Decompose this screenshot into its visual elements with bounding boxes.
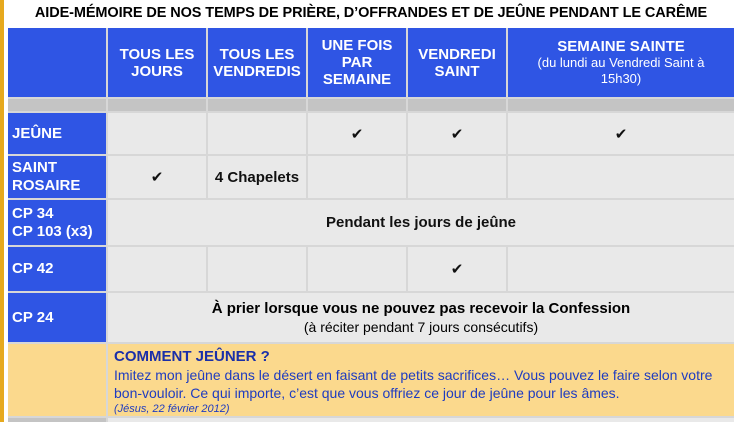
column-sublabel: (du lundi au Vendredi Saint à 15h30) — [537, 55, 705, 86]
bottom-band-cell — [108, 418, 734, 422]
band-cell — [208, 99, 306, 111]
prayer-schedule-table — [8, 28, 734, 422]
cell-cp42-vendredi-saint — [408, 247, 506, 291]
cell-cp42-tous-les-jours — [108, 247, 206, 291]
note-citation: (Jésus, 22 février 2012) — [114, 403, 230, 415]
checkmark-icon: ✔ — [150, 168, 164, 186]
cell-jeune-vendredi-saint — [408, 113, 506, 154]
column-label: VENDREDI SAINT — [418, 45, 496, 80]
band-cell — [508, 99, 734, 111]
note-left-cell — [8, 344, 106, 416]
cp34-span-text: Pendant les jours de jeûne — [325, 214, 517, 231]
column-label: UNE FOIS PAR SEMAINE — [321, 37, 393, 88]
band-cell — [8, 99, 106, 111]
cell-jeune-tous-les-vendredis — [208, 113, 306, 154]
row-header-cp24: CP 24 — [8, 293, 106, 342]
checkmark-icon: ✔ — [350, 124, 364, 143]
checkmark-icon: ✔ — [614, 124, 628, 143]
cell-rosaire-tous-les-jours — [108, 156, 206, 198]
column-header-semaine-sainte — [508, 28, 734, 97]
cell-rosaire-tous-les-vendredis — [208, 156, 306, 198]
band-cell — [408, 99, 506, 111]
column-label: TOUS LES JOURS — [119, 45, 195, 80]
cp24-line-2: (à réciter pendant 7 jours consécutifs) — [303, 318, 539, 335]
left-accent-stripe — [0, 0, 4, 422]
note-heading: COMMENT JEÛNER ? — [114, 348, 270, 365]
note-content — [108, 344, 734, 416]
column-header-une-fois-par-semaine — [308, 28, 406, 97]
cell-cp42-semaine-sainte — [508, 247, 734, 291]
note-text: Imitez mon jeûne dans le désert en faisant de petits sacrifices… Vous pouvez le faire selon votre bon-vouloir. Ce qui importe, c’est que vous offriez ce jour de jeûne pour les âmes. — [114, 367, 713, 401]
chapelets-value: 4 Chapelets — [214, 168, 300, 186]
column-label: SEMAINE SAINTE — [557, 38, 685, 55]
cell-rosaire-semaine-sainte — [508, 156, 734, 198]
column-header-tous-les-jours — [108, 28, 206, 97]
cell-jeune-semaine-sainte — [508, 113, 734, 154]
cell-jeune-une-fois-par-semaine — [308, 113, 406, 154]
row-header-cp34-cp103: CP 34 CP 103 (x3) — [8, 200, 106, 245]
row-header-jeune: JEÛNE — [8, 113, 106, 154]
page-title: AIDE-MÉMOIRE DE NOS TEMPS DE PRIÈRE, D’OFFRANDES ET DE JEÛNE PENDANT LE CARÊME — [34, 5, 708, 21]
column-header-vendredi-saint — [408, 28, 506, 97]
checkmark-icon: ✔ — [450, 260, 464, 278]
column-label: TOUS LES VENDREDIS — [213, 45, 301, 80]
cell-cp34-span — [108, 200, 734, 245]
cell-jeune-tous-les-jours — [108, 113, 206, 154]
cell-rosaire-vendredi-saint — [408, 156, 506, 198]
cell-rosaire-une-fois-par-semaine — [308, 156, 406, 198]
cell-cp42-tous-les-vendredis — [208, 247, 306, 291]
checkmark-icon: ✔ — [450, 124, 464, 143]
header-corner — [8, 28, 106, 97]
band-cell — [108, 99, 206, 111]
row-header-saint-rosaire: SAINT ROSAIRE — [8, 156, 106, 198]
band-cell — [308, 99, 406, 111]
bottom-band-cell — [8, 418, 106, 422]
column-header-tous-les-vendredis — [208, 28, 306, 97]
row-header-cp42: CP 42 — [8, 247, 106, 291]
cell-cp24-span — [108, 293, 734, 342]
cell-cp42-une-fois-par-semaine — [308, 247, 406, 291]
cp24-line-1: À prier lorsque vous ne pouvez pas recevoir la Confession — [211, 299, 631, 317]
fasting-note — [108, 344, 734, 416]
